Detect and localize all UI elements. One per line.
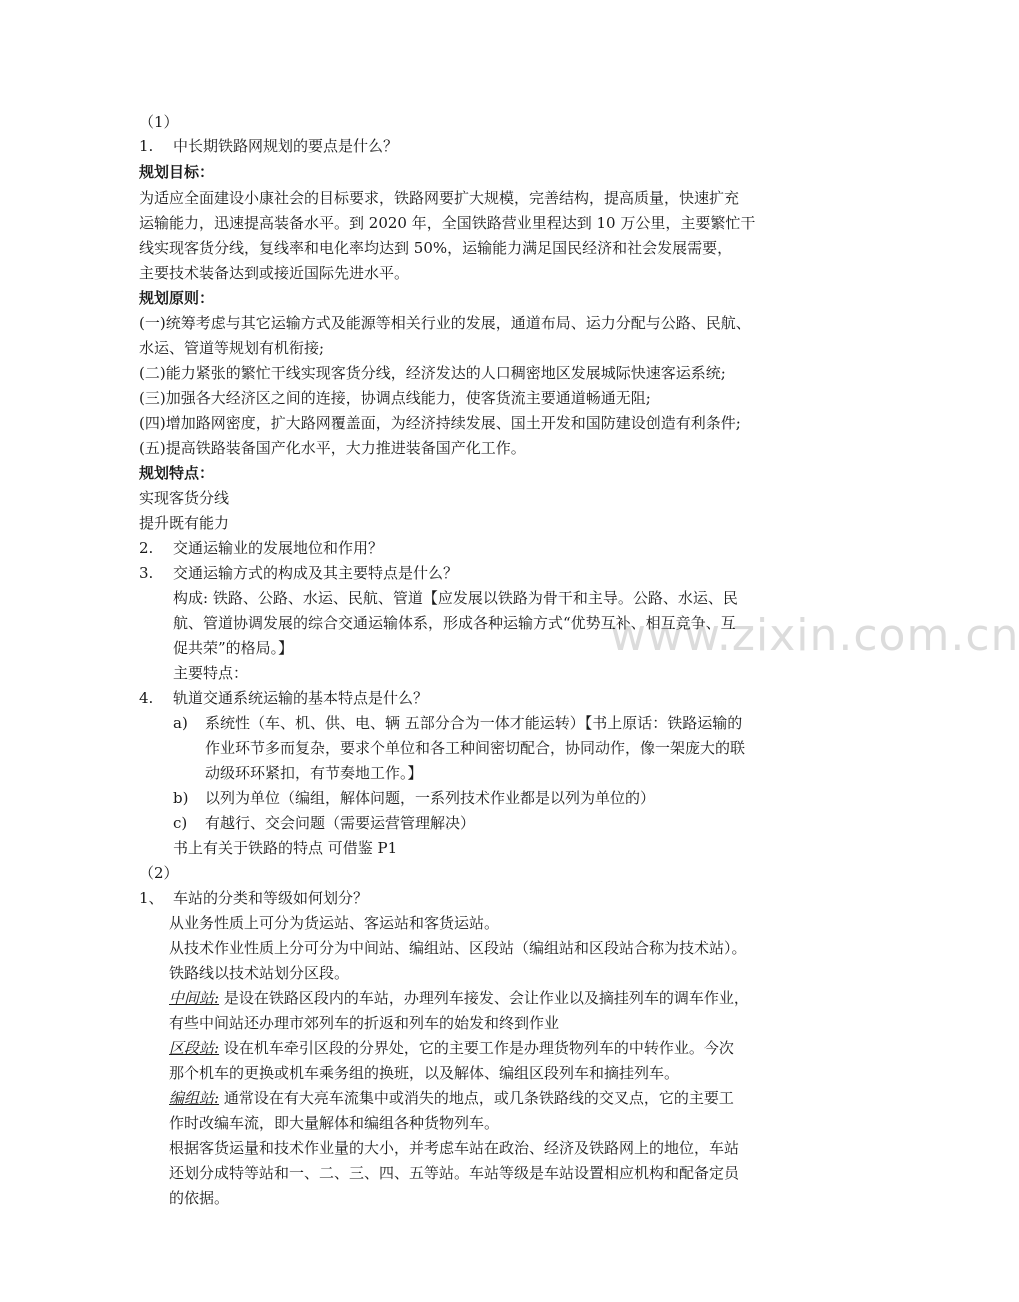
paragraph-line: 促共荣”的格局。】 [173, 639, 294, 657]
section-label: （2） [139, 864, 179, 882]
section-heading: 规划特点： [139, 464, 215, 482]
paragraph-line: (五)提高铁路装备国产化水平，大力推进装备国产化工作。 [139, 439, 526, 457]
watermark: www.zixin.com.cn [610, 610, 1019, 661]
list-marker: a) [173, 714, 188, 732]
paragraph-line: (四)增加路网密度，扩大路网覆盖面，为经济持续发展、国土开发和国防建设创造有利条件; [139, 414, 741, 432]
definition-line [169, 986, 749, 1010]
definition-line [169, 1086, 734, 1110]
paragraph-line: 铁路线以技术站划分区段。 [169, 964, 350, 982]
question-text: 交通运输方式的构成及其主要特点是什么？ [173, 564, 459, 582]
definition-line [169, 1036, 734, 1060]
paragraph-line: 提升既有能力 [139, 514, 230, 532]
paragraph-line: 水运、管道等规划有机衔接; [139, 339, 325, 357]
list-marker: c) [173, 814, 188, 832]
paragraph-line: 航、管道协调发展的综合交通运输体系，形成各种运输方式“优势互补、相互竞争、互 [173, 614, 736, 632]
paragraph-line: 的依据。 [169, 1189, 230, 1207]
list-item-line: 系统性（车、机、供、电、辆 五部分合为一体才能运转）【书上原话：铁路运输的 [205, 714, 743, 732]
question-text: 交通运输业的发展地位和作用？ [173, 539, 384, 557]
list-item-line: 作业环节多而复杂，要求个单位和各工种间密切配合，协同动作，像一架庞大的联 [205, 739, 746, 757]
question-text: 轨道交通系统运输的基本特点是什么？ [173, 689, 429, 707]
paragraph-line: 还划分成特等站和一、二、三、四、五等站。车站等级是车站设置相应机构和配备定员 [169, 1164, 740, 1182]
paragraph-line: 作时改编车流，即大量解体和编组各种货物列车。 [169, 1114, 500, 1132]
list-item-line: 有越行、交会问题（需要运营管理解决） [205, 814, 476, 832]
question-text: 中长期铁路网规划的要点是什么？ [173, 137, 399, 155]
question-number: 4. [139, 689, 154, 707]
paragraph-line: 实现客货分线 [139, 489, 230, 507]
paragraph-line: 从技术作业性质上分可分为中间站、编组站、区段站（编组站和区段站合称为技术站）。 [169, 939, 747, 957]
question-number: 3. [139, 564, 154, 582]
list-item-line: 动级环环紧扣，有节奏地工作。】 [205, 764, 423, 782]
term-zhongjianzhan: 中间站: [169, 989, 220, 1007]
paragraph-line: 从业务性质上可分为货运站、客运站和客货运站。 [169, 914, 500, 932]
question-number: 1、 [139, 889, 164, 907]
paragraph-line: 主要特点： [173, 664, 249, 682]
question-number: 1. [139, 137, 154, 155]
question-text: 车站的分类和等级如何划分？ [173, 889, 369, 907]
paragraph-line: (一)统筹考虑与其它运输方式及能源等相关行业的发展，通道布局、运力分配与公路、民航、 [139, 314, 751, 332]
paragraph-line: 主要技术装备达到或接近国际先进水平。 [139, 264, 410, 282]
term-bianzuzhan: 编组站: [169, 1089, 220, 1107]
question-number: 2. [139, 539, 154, 557]
paragraph-line: (二)能力紧张的繁忙干线实现客货分线，经济发达的人口稠密地区发展城际快速客运系统; [139, 364, 726, 382]
paragraph-line: (三)加强各大经济区之间的连接，协调点线能力，使客货流主要通道畅通无阻; [139, 389, 651, 407]
term-quduanzhan: 区段站: [169, 1039, 220, 1057]
list-marker: b) [173, 789, 189, 807]
definition-text: 是设在铁路区段内的车站，办理列车接发、会让作业以及摘挂列车的调车作业， [219, 989, 749, 1007]
list-item-line: 以列为单位（编组，解体问题，一系列技术作业都是以列为单位的） [205, 789, 656, 807]
paragraph-line: 有些中间站还办理市郊列车的折返和列车的始发和终到作业 [169, 1014, 560, 1032]
definition-text: 通常设在有大亮车流集中或消失的地点，或几条铁路线的交叉点，它的主要工 [219, 1089, 734, 1107]
section-label: （1） [139, 113, 179, 131]
paragraph-line: 构成: 铁路、公路、水运、民航、管道【应发展以铁路为骨干和主导。公路、水运、民 [173, 589, 738, 607]
paragraph-line: 那个机车的更换或机车乘务组的换班，以及解体、编组区段列车和摘挂列车。 [169, 1064, 680, 1082]
paragraph-line: 根据客货运量和技术作业量的大小，并考虑车站在政治、经济及铁路网上的地位，车站 [169, 1139, 740, 1157]
section-heading: 规划原则： [139, 289, 215, 307]
paragraph-line: 运输能力，迅速提高装备水平。到 2020 年，全国铁路营业里程达到 10 万公里，主要繁忙干 [139, 214, 756, 232]
definition-text: 设在机车牵引区段的分界处，它的主要工作是办理货物列车的中转作业。今次 [219, 1039, 734, 1057]
paragraph-line: 书上有关于铁路的特点 可借鉴 P1 [173, 839, 398, 857]
paragraph-line: 线实现客货分线，复线率和电化率均达到 50%，运输能力满足国民经济和社会发展需要， [139, 239, 733, 257]
section-heading: 规划目标： [139, 163, 215, 181]
paragraph-line: 为适应全面建设小康社会的目标要求，铁路网要扩大规模，完善结构，提高质量，快速扩充 [139, 189, 740, 207]
